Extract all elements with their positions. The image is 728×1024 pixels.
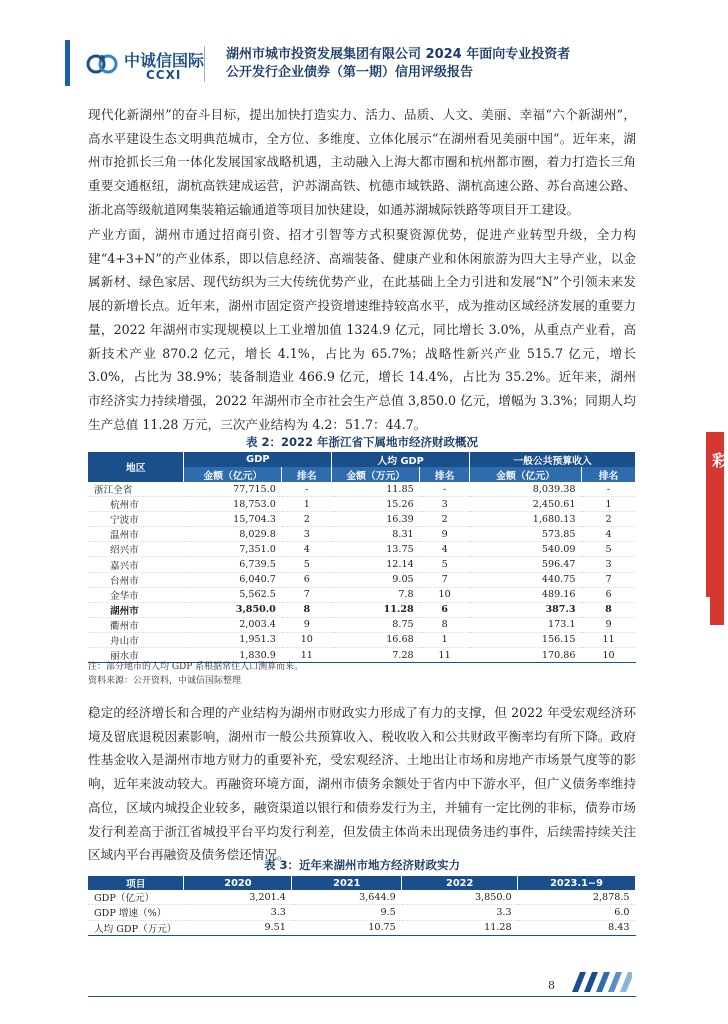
table2-cell-per: 8.31 xyxy=(332,527,420,542)
table2-cell-name: 衢州市 xyxy=(88,617,184,632)
table-row xyxy=(88,602,636,617)
table3-caption: 表 3：近年来湖州市地方经济财政实力 xyxy=(263,858,460,872)
table2-cell-budget: 573.85 xyxy=(470,527,582,542)
table2-cell-per-rank: 2 xyxy=(420,512,470,527)
table2-cell-per-rank: 9 xyxy=(420,527,470,542)
table2-cell-gdp: 3,850.0 xyxy=(184,602,282,617)
table-row xyxy=(88,587,636,602)
table-row xyxy=(88,527,636,542)
table2-cell-gdp-rank: 1 xyxy=(282,497,332,512)
logo-mark-icon xyxy=(86,48,120,80)
table2-cell-per-rank: 3 xyxy=(420,497,470,512)
table2-cell-gdp: 1,951.3 xyxy=(184,632,282,647)
table2-cell-gdp-rank: 7 xyxy=(282,587,332,602)
table3-row-label: GDP（亿元） xyxy=(88,890,184,905)
table2-cell-budget: 440.75 xyxy=(470,572,582,587)
table3-cell-value: 9.51 xyxy=(184,920,292,935)
table2-cell-budget-rank: 7 xyxy=(582,572,636,587)
table2-cell-per-rank: 4 xyxy=(420,542,470,557)
table2-cell-gdp-rank: 8 xyxy=(282,602,332,617)
table2-cell-gdp-rank: - xyxy=(282,482,332,497)
table-row xyxy=(88,482,636,497)
table3-cell-value: 3,850.0 xyxy=(402,890,518,905)
table2-cell-per-rank: 11 xyxy=(420,648,470,663)
table2-cell-budget: 540.09 xyxy=(470,542,582,557)
table-huzhou-fiscal xyxy=(88,876,636,936)
table2-cell-gdp: 18,753.0 xyxy=(184,497,282,512)
table2-cell-gdp: 15,704.3 xyxy=(184,512,282,527)
table-zhejiang-cities xyxy=(88,452,636,663)
table3-cell-value: 8.43 xyxy=(518,920,636,935)
table2-cell-budget-rank: 2 xyxy=(582,512,636,527)
table2-caption: 表 2：2022 年浙江省下属地市经济财政概况 xyxy=(245,435,478,449)
table2-cell-gdp: 8,029.8 xyxy=(184,527,282,542)
table2-cell-budget: 156.15 xyxy=(470,632,582,647)
table2-cell-budget-rank: - xyxy=(582,482,636,497)
table2-cell-budget: 387.3 xyxy=(470,602,582,617)
table-row xyxy=(88,920,636,935)
table3-cell-value: 3.3 xyxy=(184,905,292,920)
footer-stripes-decoration xyxy=(572,972,632,992)
table2-cell-per-rank: 1 xyxy=(420,632,470,647)
table2-cell-gdp-rank: 10 xyxy=(282,632,332,647)
table3-cell-value: 6.0 xyxy=(518,905,636,920)
table2-cell-name: 宁波市 xyxy=(88,512,184,527)
table2-cell-per-rank: 5 xyxy=(420,557,470,572)
table2-cell-budget-rank: 6 xyxy=(582,587,636,602)
table3-header-item: 项目 xyxy=(88,876,184,890)
table3-row-label: GDP 增速（%） xyxy=(88,905,184,920)
table2-cell-gdp-rank: 9 xyxy=(282,617,332,632)
table2-source: 资料来源：公开资料，中诚信国际整理 xyxy=(88,676,242,686)
report-title-line1: 湖州市城市投资发展集团有限公司 2024 年面向专业投资者 xyxy=(226,47,571,62)
table3-cell-value: 2,878.5 xyxy=(518,890,636,905)
table2-header-per-gdp: 人均 GDP xyxy=(332,452,470,467)
table3-cell-value: 10.75 xyxy=(292,920,402,935)
table2-header-region: 地区 xyxy=(88,452,184,482)
table2-cell-name: 丽水市 xyxy=(88,648,184,663)
table2-cell-per: 11.28 xyxy=(332,602,420,617)
table2-cell-gdp-rank: 4 xyxy=(282,542,332,557)
report-title xyxy=(226,46,570,82)
report-title-line2: 公开发行企业债券（第一期）信用评级报告 xyxy=(226,65,474,80)
table2-cell-name: 杭州市 xyxy=(88,497,184,512)
table2-cell-name: 舟山市 xyxy=(88,632,184,647)
table2-cell-gdp-rank: 5 xyxy=(282,557,332,572)
table2-cell-gdp: 5,562.5 xyxy=(184,587,282,602)
table-row xyxy=(88,512,636,527)
company-logo xyxy=(86,46,205,82)
table2-cell-name: 金华市 xyxy=(88,587,184,602)
paragraph-industry: 产业方面，湖州市通过招商引资、招才引智等方式积聚资源优势，促进产业转型升级，全力构建“4+3+N”的产业体系，即以信息经济、高端装备、健康产业和休闲旅游为四大主导产业，以金属新材、绿色家居、现代纺织为三大传统优势产业，在此基础上全力引进和发展“N”个引领未来发展的新增长点。近年来，湖州市固定资产投资增速维持较高水平，成为推动区域经济发展的重要力量，2022 年湖州市实现规模以上工业增加值 1324.9 亿元，同比增长 3.0%，从重点产业看，高新技术产业 870.2 亿元，增长 4.1%，占比为 65.7%；战略性新兴产业 515.7 亿元，增长 3.0%，占比为 38.9%；装备制造业 466.9 亿元，增长 14.4%，占比为 35.2%。近年来，湖州市经济实力持续增强，2022 年湖州市全市社会生产总值 3,850.0 亿元，增幅为 3.3%；同期人均生产总值 11.28 万元，三次产业结构为 4.2：51.7：44.7。 xyxy=(88,227,636,432)
table2-cell-per: 9.05 xyxy=(332,572,420,587)
table3-header-year: 2021 xyxy=(292,876,402,890)
logo-text-en: CCXI xyxy=(146,68,182,82)
table2-cell-per: 7.28 xyxy=(332,648,420,663)
table2-cell-budget: 489.16 xyxy=(470,587,582,602)
table2-cell-budget-rank: 5 xyxy=(582,542,636,557)
table-row xyxy=(88,905,636,920)
table2-cell-name: 湖州市 xyxy=(88,602,184,617)
table2-note: 注：部分地市的人均 GDP 系根据常住人口测算而来。 xyxy=(88,662,304,672)
side-tab-glyph: 彩 xyxy=(712,451,728,470)
table2-notes xyxy=(88,660,303,688)
table2-cell-gdp-rank: 11 xyxy=(282,648,332,663)
table2-cell-budget-rank: 9 xyxy=(582,617,636,632)
table2-cell-per-rank: 8 xyxy=(420,617,470,632)
table2-cell-name: 温州市 xyxy=(88,527,184,542)
table3-cell-value: 3,201.4 xyxy=(184,890,292,905)
table-row xyxy=(88,572,636,587)
table2-cell-per: 12.14 xyxy=(332,557,420,572)
table2-cell-budget-rank: 11 xyxy=(582,632,636,647)
table2-cell-name: 浙江全省 xyxy=(88,482,184,497)
table2-header-budget: 一般公共预算收入 xyxy=(470,452,636,467)
table2-cell-per: 15.26 xyxy=(332,497,420,512)
table2-subheader: 排名 xyxy=(420,467,470,482)
table2-cell-budget-rank: 3 xyxy=(582,557,636,572)
table-row xyxy=(88,617,636,632)
table2-cell-budget-rank: 1 xyxy=(582,497,636,512)
footer-rule xyxy=(88,996,636,997)
table2-subheader: 排名 xyxy=(582,467,636,482)
table3-cell-value: 3.3 xyxy=(402,905,518,920)
table2-cell-gdp: 2,003.4 xyxy=(184,617,282,632)
table3-cell-value: 9.5 xyxy=(292,905,402,920)
table2-cell-budget: 173.1 xyxy=(470,617,582,632)
paragraph-city-development: 现代化新湖州”的奋斗目标，提出加快打造实力、活力、品质、人文、美丽、幸福“六个新湖州”，高水平建设生态文明典范城市，全方位、多维度、立体化展示“在湖州看见美丽中国”。近年来，湖州市抢抓长三角一体化发展国家战略机遇，主动融入上海大都市圈和杭州都市圈，着力打造长三角重要交通枢纽，湖杭高铁建成运营，沪苏湖高铁、杭德市域铁路、湖杭高速公路、苏台高速公路、浙北高等级航道网集装箱运输通道等项目加快建设，如通苏湖城际铁路等项目开工建设。 xyxy=(88,107,636,217)
table2-cell-per-rank: 6 xyxy=(420,602,470,617)
table2-header-gdp: GDP xyxy=(184,452,332,467)
table-row xyxy=(88,557,636,572)
table2-cell-per: 11.85 xyxy=(332,482,420,497)
page-number: 8 xyxy=(548,979,555,992)
table-row xyxy=(88,890,636,905)
table2-cell-per: 13.75 xyxy=(332,542,420,557)
table2-cell-budget-rank: 8 xyxy=(582,602,636,617)
table2-cell-budget: 8,039.38 xyxy=(470,482,582,497)
table3-row-label: 人均 GDP（万元） xyxy=(88,920,184,935)
table-row xyxy=(88,542,636,557)
table2-cell-per-rank: 10 xyxy=(420,587,470,602)
table2-cell-per: 7.8 xyxy=(332,587,420,602)
table2-cell-gdp: 6,040.7 xyxy=(184,572,282,587)
table2-cell-per-rank: 7 xyxy=(420,572,470,587)
table2-cell-per: 16.39 xyxy=(332,512,420,527)
table3-header-year: 2020 xyxy=(184,876,292,890)
table2-cell-name: 嘉兴市 xyxy=(88,557,184,572)
table2-cell-gdp: 77,715.0 xyxy=(184,482,282,497)
table2-cell-name: 台州市 xyxy=(88,572,184,587)
table3-cell-value: 3,644.9 xyxy=(292,890,402,905)
table2-cell-budget: 2,450.61 xyxy=(470,497,582,512)
table2-cell-budget-rank: 4 xyxy=(582,527,636,542)
table2-cell-budget: 170.86 xyxy=(470,648,582,663)
table2-cell-per-rank: - xyxy=(420,482,470,497)
table2-cell-per: 8.75 xyxy=(332,617,420,632)
table2-cell-gdp: 7,351.0 xyxy=(184,542,282,557)
table2-subheader: 金额（亿元） xyxy=(470,467,582,482)
logo-text-cn: 中诚信国际 xyxy=(124,51,205,70)
table2-subheader: 金额（万元） xyxy=(332,467,420,482)
table3-cell-value: 11.28 xyxy=(402,920,518,935)
table2-cell-gdp-rank: 6 xyxy=(282,572,332,587)
table3-header-year: 2022 xyxy=(402,876,518,890)
table2-subheader: 排名 xyxy=(282,467,332,482)
header-separator xyxy=(204,46,205,82)
header-accent-bar xyxy=(65,40,70,86)
table2-cell-per: 16.68 xyxy=(332,632,420,647)
table2-cell-budget: 1,680.13 xyxy=(470,512,582,527)
table2-subheader: 金额（亿元） xyxy=(184,467,282,482)
table2-cell-gdp-rank: 3 xyxy=(282,527,332,542)
table2-cell-gdp-rank: 2 xyxy=(282,512,332,527)
table2-cell-budget-rank: 10 xyxy=(582,648,636,663)
side-red-tab-lower xyxy=(710,597,724,625)
table2-cell-gdp: 1,830.9 xyxy=(184,648,282,663)
table-row xyxy=(88,632,636,647)
paragraph-fiscal: 稳定的经济增长和合理的产业结构为湖州市财政实力形成了有力的支撑，但 2022 年受宏观经济环境及留底退税因素影响，湖州市一般公共预算收入、税收收入和公共财政平衡率均有所下降。政府性基金收入是湖州市地方财力的重要补充，受宏观经济、土地出让市场和房地产市场景气度等的影响，近年来波动较大。再融资环境方面，湖州市债务余额处于省内中下游水平，但广义债务率维持高位，区域内城投企业较多，融资渠道以银行和债券发行为主，并辅有一定比例的非标，债券市场发行利差高于浙江省城投平台平均发行利差，但发债主体尚未出现债务违约事件，后续需持续关注区域内平台再融资及债务偿还情况。 xyxy=(88,705,636,863)
table-row xyxy=(88,497,636,512)
table2-cell-budget: 596.47 xyxy=(470,557,582,572)
table2-cell-name: 绍兴市 xyxy=(88,542,184,557)
table3-header-year: 2023.1~9 xyxy=(518,876,636,890)
table2-cell-gdp: 6,739.5 xyxy=(184,557,282,572)
